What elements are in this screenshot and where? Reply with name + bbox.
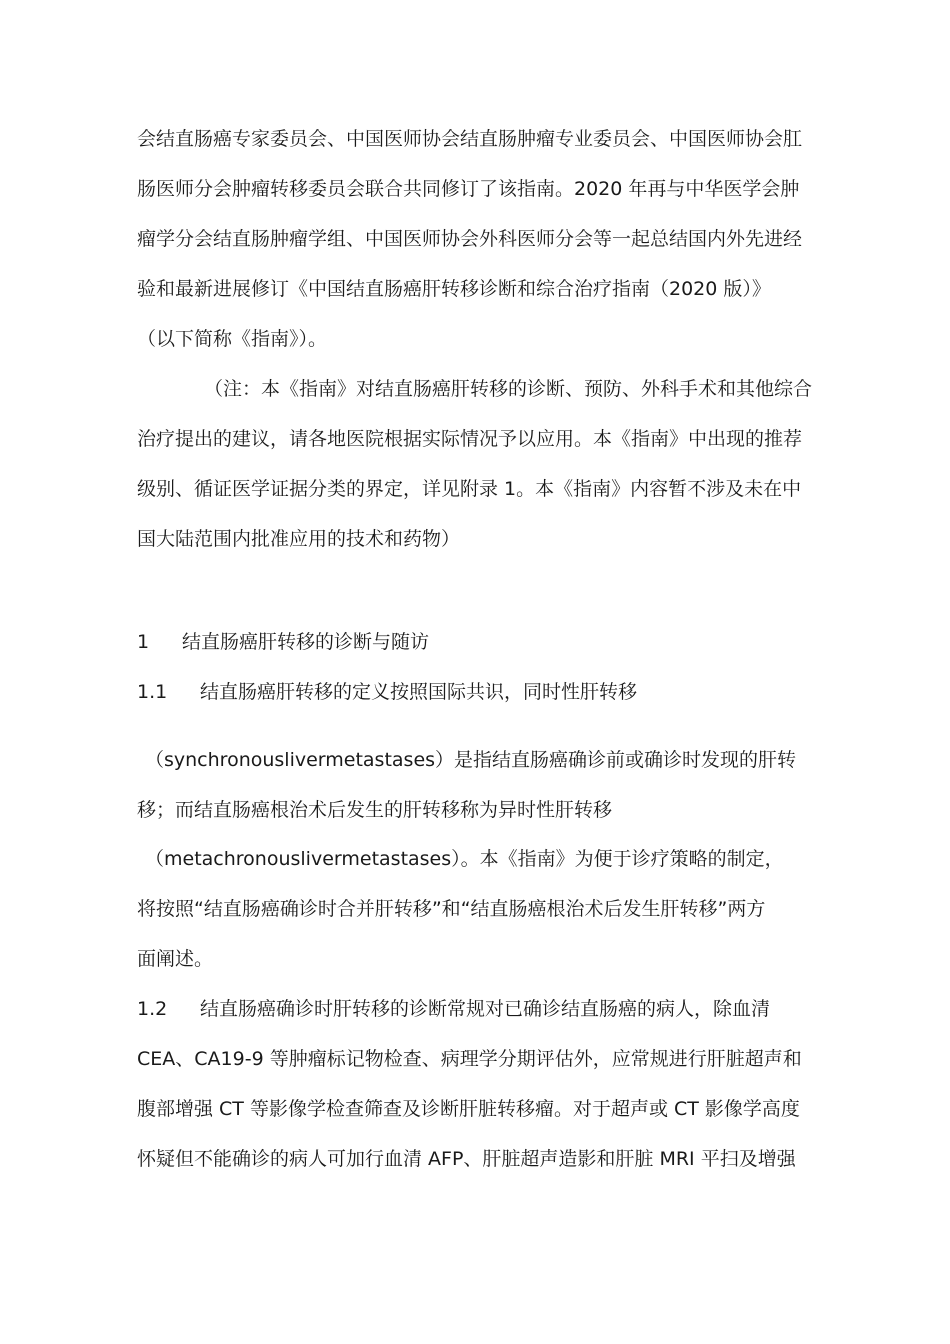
paragraph-line: 肠医师分会肿瘤转移委员会联合共同修订了该指南。2020 年再与中华医学会肿: [137, 178, 800, 200]
section-1-1-heading: [137, 678, 827, 706]
note-line: （注：本《指南》对结直肠癌肝转移的诊断、预防、外科手术和其他综合: [204, 378, 813, 400]
paragraph-line: 会结直肠癌专家委员会、中国医师协会结直肠肿瘤专业委员会、中国医师协会肛: [137, 128, 803, 150]
section-title: 结直肠癌确诊时肝转移的诊断常规对已确诊结直肠癌的病人，除血清: [200, 998, 771, 1020]
paragraph-line: （synchronouslivermetastases）是指结直肠癌确诊前或确诊时发现的肝转: [145, 749, 797, 771]
note-line: 级别、循证医学证据分类的界定，详见附录 1。本《指南》内容暂不涉及未在中: [137, 478, 802, 500]
note-line: 国大陆范围内批准应用的技术和药物）: [137, 528, 461, 550]
paragraph-line: 怀疑但不能确诊的病人可加行血清 AFP、肝脏超声造影和肝脏 MRI 平扫及增强: [137, 1148, 796, 1170]
paragraph-line: 瘤学分会结直肠肿瘤学组、中国医师协会外科医师分会等一起总结国内外先进经: [137, 228, 803, 250]
paragraph-line: 面阐述。: [137, 948, 214, 970]
section-title: 结直肠癌肝转移的定义按照国际共识，同时性肝转移: [200, 681, 638, 703]
note-line: 治疗提出的建议，请各地医院根据实际情况予以应用。本《指南》中出现的推荐: [137, 428, 803, 450]
section-number: 1: [137, 631, 150, 653]
section-number: 1.2: [137, 998, 168, 1020]
paragraph-line: CEA、CA19-9 等肿瘤标记物检查、病理学分期评估外，应常规进行肝脏超声和: [137, 1048, 802, 1070]
section-title: 结直肠癌肝转移的诊断与随访: [182, 631, 430, 653]
section-1-heading: [137, 628, 827, 656]
section-number: 1.1: [137, 681, 168, 703]
paragraph-line: （metachronouslivermetastases）。本《指南》为便于诊疗策略的制定，: [145, 848, 784, 870]
paragraph-line: 移；而结直肠癌根治术后发生的肝转移称为异时性肝转移: [137, 799, 613, 821]
paragraph-line: 腹部增强 CT 等影像学检查筛查及诊断肝脏转移瘤。对于超声或 CT 影像学高度: [137, 1098, 800, 1120]
paragraph-line: （以下简称《指南》）。: [137, 328, 328, 350]
section-1-2-heading: [137, 995, 827, 1023]
paragraph-line: 验和最新进展修订《中国结直肠癌肝转移诊断和综合治疗指南（2020 版）》: [137, 278, 771, 300]
paragraph-line: 将按照“结直肠癌确诊时合并肝转移”和“结直肠癌根治术后发生肝转移”两方: [137, 898, 766, 920]
